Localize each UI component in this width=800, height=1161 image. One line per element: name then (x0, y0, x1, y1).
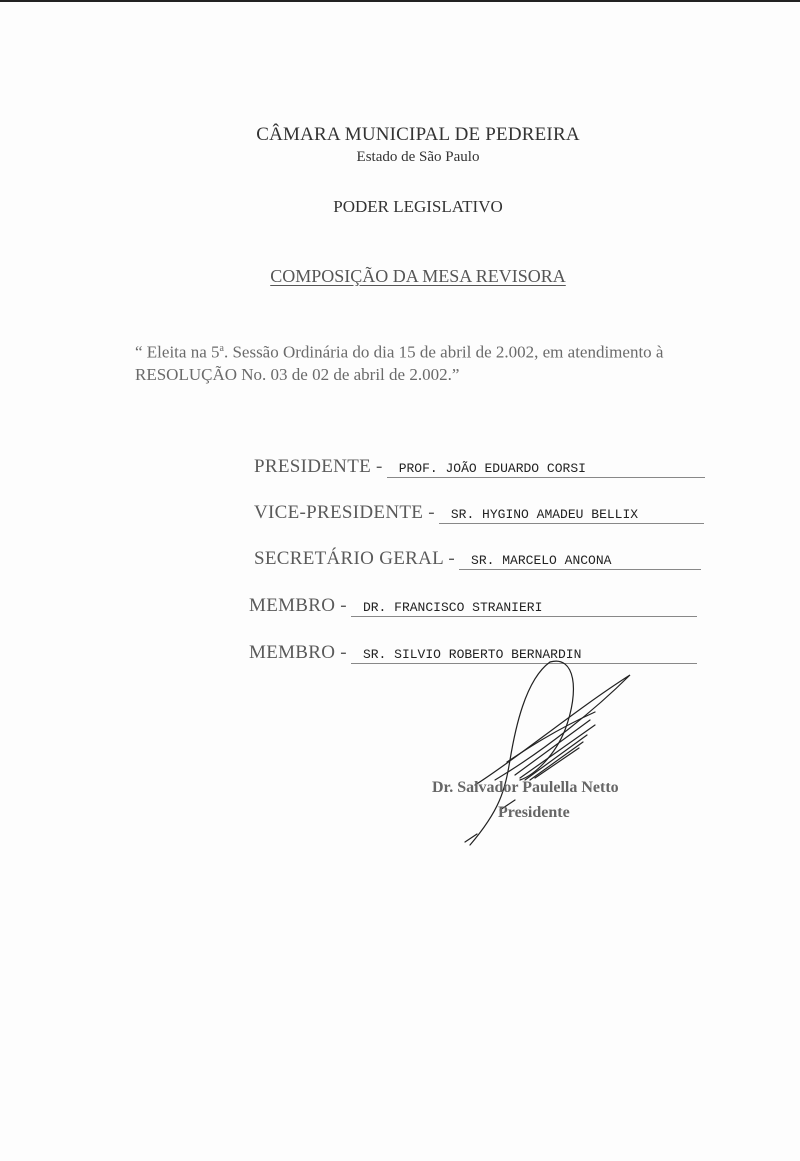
member-row-president (254, 452, 705, 478)
member-role: MEMBRO - (249, 595, 347, 616)
member-name: SR. SILVIO ROBERTO BERNARDIN (351, 640, 697, 664)
member-name: SR. MARCELO ANCONA (459, 546, 701, 570)
member-row-secretary (254, 544, 701, 570)
member-role: SECRETÁRIO GERAL - (254, 548, 456, 569)
state-name: Estado de São Paulo (356, 149, 480, 165)
member-name: SR. HYGINO AMADEU BELLIX (439, 500, 704, 524)
document-heading: COMPOSIÇÃO DA MESA REVISORA (270, 266, 566, 286)
member-row-member-1 (249, 591, 697, 617)
election-paragraph: “ Eleita na 5$^a$. Sessão Ordinária do dia 15 de abril de 2.002, em atendimento à RESOLUÇÃO No. 03 de 02 de abril de 2.002.” (135, 342, 664, 384)
signatory-title: Presidente (498, 804, 570, 821)
signatory-name: Dr. Salvador Paulella Netto (432, 779, 619, 796)
member-role: VICE-PRESIDENTE - (254, 502, 435, 523)
legislative-power: PODER LEGISLATIVO (333, 197, 503, 216)
member-role: MEMBRO - (249, 642, 347, 663)
organization-name: CÂMARA MUNICIPAL DE PEDREIRA (256, 124, 580, 145)
member-role: PRESIDENTE - (254, 456, 383, 477)
top-border (0, 0, 800, 2)
member-name: PROF. JOÃO EDUARDO CORSI (387, 454, 705, 478)
member-name: DR. FRANCISCO STRANIERI (351, 593, 697, 617)
member-row-vice-president (254, 498, 704, 524)
